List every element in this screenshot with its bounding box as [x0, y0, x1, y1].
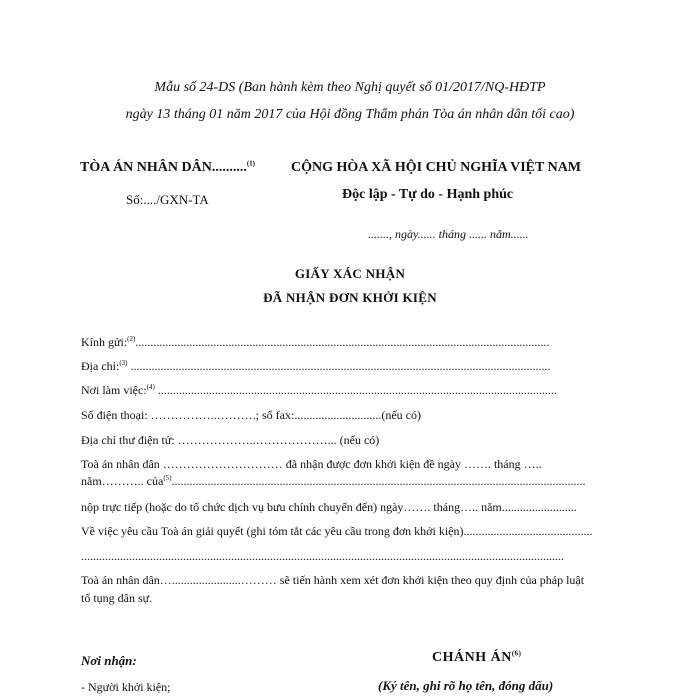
field-noi-lam-viec: [81, 383, 557, 398]
dia-chi-note: (3): [119, 359, 128, 367]
nation-motto: Độc lập - Tự do - Hạnh phúc: [342, 187, 514, 202]
court-received-note: (5): [163, 474, 172, 482]
signature-title-text: CHÁNH ÁN: [432, 650, 512, 665]
blank-dotted-line: .................................................................................................................................................................: [81, 549, 564, 563]
court-name-text: TÒA ÁN NHÂN DÂN..........: [80, 160, 247, 175]
signature-title: [432, 650, 522, 666]
kinh-gui-note: (2): [127, 335, 136, 343]
document-title-line-1: GIẤY XÁC NHẬN: [294, 266, 406, 281]
field-phone-fax: Số điện thoại: ……………..……….; số fax:.............................(nếu có): [81, 408, 421, 422]
noi-lam-viec-dots: .....................................................................................................................................: [154, 383, 557, 397]
court-received-line-1: Toà án nhân dân ………………………… đã nhận được đơn khởi kiện đề ngày ……. tháng …..: [81, 457, 542, 471]
signature-instruction: (Ký tên, ghi rõ họ tên, đóng dấu): [378, 678, 554, 693]
form-reference-line-1: Mẫu số 24-DS (Ban hành kèm theo Nghị quyết số 01/2017/NQ-HĐTP: [154, 80, 546, 95]
court-received-dots: ..........................................................................................................................................: [171, 474, 586, 488]
submission-line: nộp trực tiếp (hoặc do tổ chức dịch vụ bưu chính chuyển đến) ngày……. tháng….. năm.........................: [81, 500, 577, 514]
final-statement-line-2: tố tụng dân sự.: [81, 591, 153, 605]
signature-title-note: (6): [511, 649, 522, 658]
kinh-gui-dots: ..........................................................................................................................................: [135, 335, 550, 349]
nation-title: CỘNG HÒA XÃ HỘI CHỦ NGHĨA VIỆT NAM: [291, 160, 582, 175]
court-received-year: năm……….. của: [81, 474, 164, 488]
dia-chi-label: Địa chỉ:: [81, 359, 120, 373]
recipients-label: Nơi nhận:: [81, 653, 137, 668]
noi-lam-viec-note: (4): [146, 383, 155, 391]
field-dia-chi: [81, 359, 551, 374]
field-email: Địa chỉ thư điện tử: ………………..………………... (nếu có): [81, 433, 380, 447]
document-title-line-2: ĐÃ NHẬN ĐƠN KHỞI KIỆN: [263, 290, 437, 305]
recipient-item-1: - Người khởi kiện;: [81, 680, 171, 694]
noi-lam-viec-label: Nơi làm việc:: [81, 383, 147, 397]
court-name-note: (1): [246, 159, 256, 168]
kinh-gui-label: Kính gửi:: [81, 335, 128, 349]
request-line: Về việc yêu cầu Toà án giải quyết (ghi tóm tắt các yêu cầu trong đơn khởi kiện)...........................................: [81, 524, 593, 538]
field-kinh-gui: [81, 335, 549, 350]
court-received-line-2: [81, 474, 585, 489]
court-name: [80, 160, 255, 176]
document-number: Số:..../GXN-TA: [126, 192, 209, 207]
place-date: ......., ngày...... tháng ...... năm......: [368, 227, 529, 241]
dia-chi-dots: ............................................................................................................................................: [127, 359, 551, 373]
form-reference-line-2: ngày 13 tháng 01 năm 2017 của Hội đồng Thẩm phán Tòa án nhân dân tối cao): [125, 107, 575, 122]
final-statement-line-1: Toà án nhân dân….......................……… sẽ tiến hành xem xét đơn khởi kiện theo quy định của pháp luật: [81, 573, 585, 587]
